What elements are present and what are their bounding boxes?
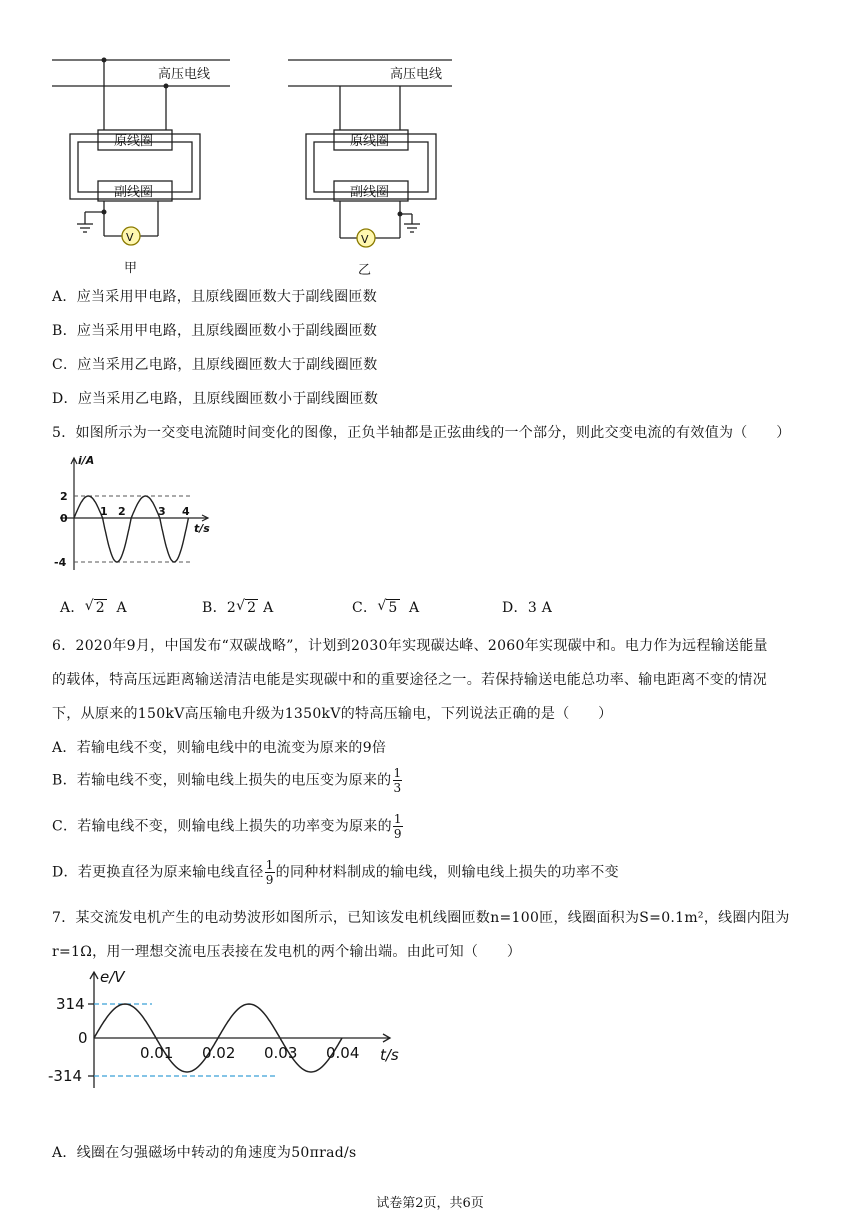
right-high-voltage-label: 高压电线: [390, 67, 443, 82]
q5-xtick-1: 1: [100, 505, 108, 518]
q5-option-b-coef: 2: [226, 600, 237, 616]
fraction-denominator: 3: [393, 781, 402, 795]
q5-xlabel: t/s: [194, 522, 210, 535]
q5-option-c[interactable]: [352, 597, 419, 617]
sqrt-symbol: [85, 600, 107, 616]
q5-option-b-unit: A: [263, 600, 274, 616]
q6-option-d-text-pre: D．若更换直径为原来输电线直径: [52, 864, 264, 881]
left-voltmeter-label: V: [126, 231, 134, 244]
q6-option-a[interactable]: A．若输电线不变，则输电线中的电流变为原来的9倍: [52, 740, 387, 756]
left-circuit-caption: 甲: [124, 261, 138, 276]
q5-xtick-3: 3: [158, 505, 166, 518]
q7-ylabel: e/V: [100, 968, 125, 986]
q5-ytick-2: 2: [60, 490, 68, 503]
page-footer: 试卷第2页，共6页: [376, 1196, 484, 1211]
q5-option-a-label: A．: [60, 600, 85, 616]
q5-xtick-2: 2: [118, 505, 126, 518]
left-high-voltage-label: 高压电线: [158, 67, 211, 82]
q5-ytick-neg4: -4: [54, 556, 67, 569]
q5-option-c-unit: A: [409, 600, 420, 616]
q7-xtick-002: 0.02: [202, 1044, 236, 1062]
q7-ytick-0: 0: [78, 1029, 88, 1047]
q7-xtick-001: 0.01: [140, 1044, 174, 1062]
q5-option-c-radicand: 5: [388, 600, 398, 616]
q7-ytick-neg314: -314: [48, 1067, 83, 1085]
fraction-numerator: 1: [265, 858, 274, 872]
right-primary-coil-label: 原线圈: [350, 134, 390, 149]
q4-option-b[interactable]: B．应当采用甲电路，且原线圈匝数小于副线圈匝数: [52, 323, 378, 339]
q5-current-waveform: [74, 496, 188, 562]
q5-option-a-unit: A: [116, 600, 127, 616]
q4-option-a[interactable]: A．应当采用甲电路，且原线圈匝数大于副线圈匝数: [52, 289, 378, 305]
q5-option-c-label: C．: [352, 600, 378, 616]
q5-option-a-radicand: 2: [95, 600, 105, 616]
fraction-numerator: 1: [393, 812, 402, 826]
q5-stem: 5．如图所示为一交变电流随时间变化的图像，正负半轴都是正弦曲线的一个部分，则此交变电流的有效值为（ ）: [52, 425, 791, 441]
q7-xtick-003: 0.03: [264, 1044, 298, 1062]
q7-xlabel: t/s: [380, 1046, 399, 1064]
q7-emf-graph: [40, 966, 420, 1096]
q5-option-b-label: B．: [202, 600, 227, 616]
fraction: [393, 766, 403, 795]
q7-stem-line-1: 7．某交流发电机产生的电动势波形如图所示，已知该发电机线圈匝数n=100匝，线圈面积为S=0.1m²，线圈内阻为: [52, 910, 790, 926]
q6-stem-line-1: 6．2020年9月，中国发布“双碳战略”，计划到2030年实现碳达峰、2060年实现碳中和。电力作为远程输送能量: [52, 638, 768, 654]
q5-option-b[interactable]: [202, 597, 274, 617]
q4-option-d[interactable]: D．应当采用乙电路，且原线圈匝数小于副线圈匝数: [52, 391, 379, 407]
q6-option-d[interactable]: [52, 858, 619, 887]
fraction-denominator: 9: [265, 873, 274, 887]
q6-option-c-text: C．若输电线不变，则输电线上损失的功率变为原来的: [52, 818, 392, 835]
fraction-denominator: 9: [393, 827, 402, 841]
q7-xtick-004: 0.04: [326, 1044, 360, 1062]
left-primary-coil-label: 原线圈: [114, 134, 154, 149]
q5-option-d[interactable]: D．3 A: [502, 600, 553, 616]
q6-stem-line-3: 下，从原来的150kV高压输电升级为1350kV的特高压输电，下列说法正确的是（ ）: [52, 706, 613, 722]
fraction: [393, 812, 403, 841]
transformer-circuits-figure: [40, 52, 460, 280]
sqrt-symbol: [377, 600, 399, 616]
q6-option-d-text-post: 的同种材料制成的输电线，则输电线上损失的功率不变: [275, 864, 619, 881]
fraction-numerator: 1: [393, 766, 402, 780]
right-secondary-coil-label: 副线圈: [350, 185, 390, 200]
left-secondary-coil-label: 副线圈: [114, 185, 154, 200]
q5-option-a[interactable]: [60, 597, 127, 617]
q6-option-c[interactable]: [52, 812, 404, 841]
q5-ylabel: i/A: [78, 454, 95, 467]
q4-option-c[interactable]: C．应当采用乙电路，且原线圈匝数大于副线圈匝数: [52, 357, 378, 373]
q5-xtick-4: 4: [182, 505, 190, 518]
q7-option-a[interactable]: A．线圈在匀强磁场中转动的角速度为50πrad/s: [52, 1145, 357, 1161]
q5-ytick-0: 0: [60, 512, 68, 525]
q5-option-b-radicand: 2: [247, 600, 257, 616]
q6-stem-line-2: 的载体，特高压远距离输送清洁电能是实现碳中和的重要途径之一。若保持输送电能总功率、输电距离不变的情况: [52, 672, 767, 688]
right-circuit-caption: 乙: [358, 263, 372, 278]
sqrt-symbol: [236, 600, 258, 616]
q7-ytick-314: 314: [56, 995, 85, 1013]
right-voltmeter-label: V: [361, 233, 369, 246]
q6-option-b[interactable]: [52, 766, 403, 795]
q5-current-graph: [50, 452, 220, 577]
fraction: [265, 858, 275, 887]
q7-stem-line-2: r=1Ω，用一理想交流电压表接在发电机的两个输出端。由此可知（ ）: [52, 944, 522, 960]
q6-option-b-text: B．若输电线不变，则输电线上损失的电压变为原来的: [52, 772, 392, 789]
